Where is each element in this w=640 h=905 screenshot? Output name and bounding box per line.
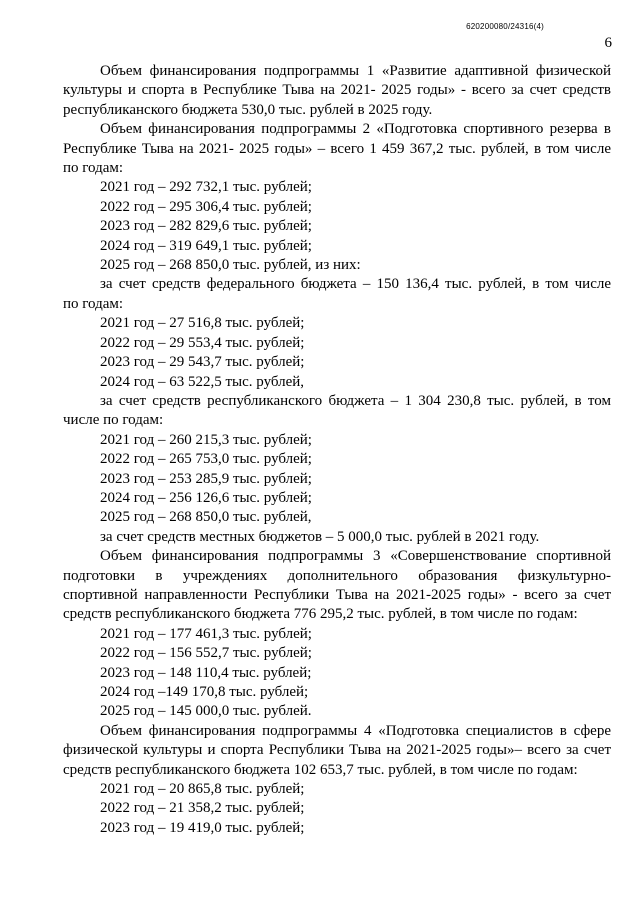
text-line: Республике Тыва на 2021- 2025 годы» – всего 1 459 367,2 тыс. рублей, в том числе xyxy=(63,140,611,157)
text-line: подготовки в учреждениях дополнительного образования физкультурно- xyxy=(63,567,611,584)
text-line: числе по годам: xyxy=(63,412,164,429)
text-line: 2023 год – 148 110,4 тыс. рублей; xyxy=(100,664,312,681)
text-line: 2025 год – 268 850,0 тыс. рублей, xyxy=(100,509,312,526)
text-line: средств республиканского бюджета 776 295,2 тыс. рублей, в том числе по годам: xyxy=(63,606,578,623)
text-line: 2024 год – 256 126,6 тыс. рублей; xyxy=(100,489,312,506)
text-line: 2021 год – 27 516,8 тыс. рублей; xyxy=(100,315,305,332)
text-line: культуры и спорта в Республике Тыва на 2021- 2025 годы» - всего за счет средств xyxy=(63,82,611,99)
text-line: средств республиканского бюджета 102 653,7 тыс. рублей, в том числе по годам: xyxy=(63,761,578,778)
text-line: 2024 год – 319 649,1 тыс. рублей; xyxy=(100,237,312,254)
text-line: 2023 год – 19 419,0 тыс. рублей; xyxy=(100,819,305,836)
text-line: спортивной направленности Республики Тыва на 2021-2025 годы» - всего за счет xyxy=(63,586,611,603)
text-line: 2022 год – 295 306,4 тыс. рублей; xyxy=(100,198,312,215)
text-line: 2023 год – 282 829,6 тыс. рублей; xyxy=(100,218,312,235)
page-number: 6 xyxy=(604,35,612,51)
text-line: 2023 год – 29 543,7 тыс. рублей; xyxy=(100,354,305,371)
text-line: физической культуры и спорта Республики Тыва на 2021-2025 годы»– всего за счет xyxy=(63,742,611,759)
text-line: Объем финансирования подпрограммы 3 «Совершенствование спортивной xyxy=(100,548,611,565)
text-line: по годам: xyxy=(63,295,124,312)
text-line: Объем финансирования подпрограммы 1 «Развитие адаптивной физической xyxy=(100,63,611,79)
text-line: по годам: xyxy=(63,160,124,177)
text-line: Объем финансирования подпрограммы 4 «Подготовка специалистов в сфере xyxy=(100,722,611,739)
text-line: 2022 год – 265 753,0 тыс. рублей; xyxy=(100,451,312,468)
text-line: за счет средств местных бюджетов – 5 000,0 тыс. рублей в 2021 году. xyxy=(100,528,540,545)
text-line: за счет средств республиканского бюджета – 1 304 230,8 тыс. рублей, в том xyxy=(100,392,611,409)
text-line: 2022 год – 156 552,7 тыс. рублей; xyxy=(100,645,312,662)
text-line: 2024 год – 63 522,5 тыс. рублей, xyxy=(100,373,305,390)
document-id: 620200080/24316(4) xyxy=(466,22,544,31)
text-line: 2021 год – 20 865,8 тыс. рублей; xyxy=(100,781,305,798)
text-line: 2022 год – 29 553,4 тыс. рублей; xyxy=(100,334,305,351)
text-line: республиканского бюджета 530,0 тыс. рублей в 2025 году. xyxy=(63,101,433,118)
text-line: 2025 год – 145 000,0 тыс. рублей. xyxy=(100,703,312,720)
text-line: Объем финансирования подпрограммы 2 «Подготовка спортивного резерва в xyxy=(100,121,611,138)
document-body xyxy=(63,62,611,838)
text-line: 2024 год –149 170,8 тыс. рублей; xyxy=(100,684,309,700)
text-line: 2021 год – 177 461,3 тыс. рублей; xyxy=(100,625,312,642)
text-line: 2023 год – 253 285,9 тыс. рублей; xyxy=(100,470,312,487)
text-line: за счет средств федерального бюджета – 150 136,4 тыс. рублей, в том числе xyxy=(100,276,611,293)
text-line: 2022 год – 21 358,2 тыс. рублей; xyxy=(100,800,305,817)
text-line: 2025 год – 268 850,0 тыс. рублей, из них: xyxy=(100,257,361,274)
text-line: 2021 год – 260 215,3 тыс. рублей; xyxy=(100,431,312,448)
text-line: 2021 год – 292 732,1 тыс. рублей; xyxy=(100,179,312,196)
